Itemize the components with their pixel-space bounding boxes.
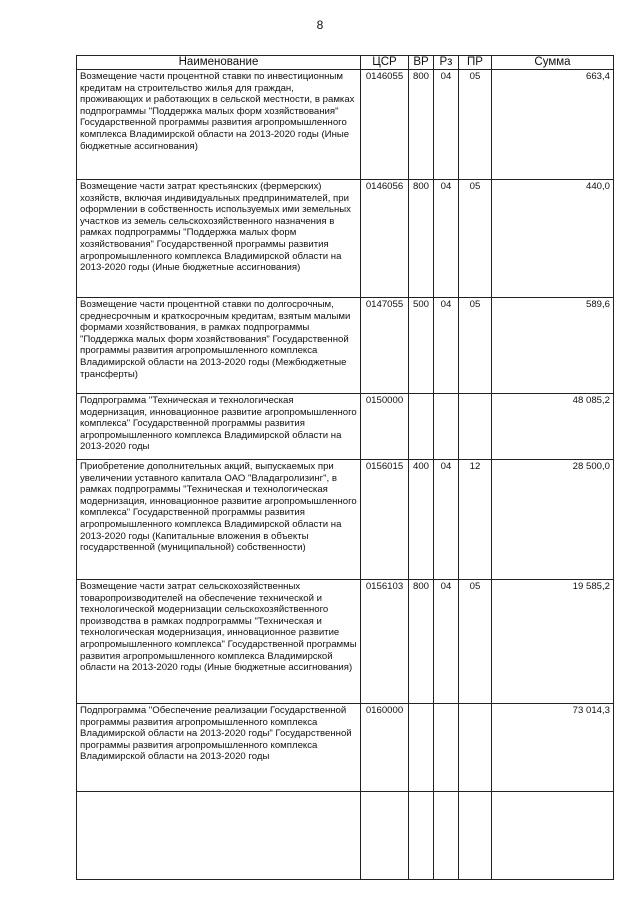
row-vr — [409, 704, 434, 792]
row-vr: 800 — [409, 70, 434, 180]
row-vr: 800 — [409, 580, 434, 704]
table-row — [77, 460, 614, 580]
row-rz — [434, 704, 459, 792]
row-sum: 589,6 — [492, 298, 614, 394]
table-header-row — [77, 56, 614, 70]
row-csr: 0146056 — [361, 180, 409, 298]
row-pr — [459, 394, 492, 460]
row-pr: 05 — [459, 298, 492, 394]
row-sum: 663,4 — [492, 70, 614, 180]
header-vr: ВР — [409, 56, 434, 70]
table-row — [77, 394, 614, 460]
row-rz: 04 — [434, 70, 459, 180]
row-name: Приобретение дополнительных акций, выпускаемых при увеличении уставного капитала ОАО "Владагролизинг", в рамках подпрограммы "Техническая и технологическая модернизация, инновационное развитие агропромышленного комплекса" Государственной программы развития агропромышленного комплекса Владимирской области на 2013-2020 годы (Капитальные вложения в объекты государственной (муниципальной) собственности) — [77, 460, 361, 580]
row-pr: 05 — [459, 580, 492, 704]
row-name: Возмещение части затрат крестьянских (фермерских) хозяйств, включая индивидуальных предпринимателей, при оформлении в собственность используемых ими земельных участков из земель сельскохозяйственного назначения в рамках подпрограммы "Поддержка малых форм хозяйствования" Государственной программы развития агропромышленного комплекса Владимирской области на 2013-2020 годы (Иные бюджетные ассигнования) — [77, 180, 361, 298]
table-row — [77, 298, 614, 394]
row-rz: 04 — [434, 460, 459, 580]
row-csr: 0160000 — [361, 704, 409, 792]
header-name: Наименование — [77, 56, 361, 70]
row-name: Возмещение части процентной ставки по инвестиционным кредитам на строительство жилья для граждан, проживающих и работающих в сельской местности, в рамках подпрограммы "Поддержка малых форм хозяйствования" Государственной программы развития агропромышленного комплекса Владимирской области на 2013-2020 годы (Иные бюджетные ассигнования) — [77, 70, 361, 180]
row-vr: 400 — [409, 460, 434, 580]
row-vr: 500 — [409, 298, 434, 394]
row-pr — [459, 704, 492, 792]
page-number: 8 — [316, 18, 324, 32]
table-row — [77, 704, 614, 792]
row-pr: 12 — [459, 460, 492, 580]
empty-cell — [434, 792, 459, 880]
row-rz — [434, 394, 459, 460]
row-name: Подпрограмма "Обеспечение реализации Государственной программы развития агропромышленного комплекса Владимирской области на 2013-2020 годы" Государственной программы развития агропромышленного комплекса Владимирской области на 2013-2020 годы — [77, 704, 361, 792]
empty-cell — [361, 792, 409, 880]
row-csr: 0146055 — [361, 70, 409, 180]
table-row — [77, 180, 614, 298]
empty-cell — [409, 792, 434, 880]
row-sum: 48 085,2 — [492, 394, 614, 460]
row-name: Подпрограмма "Техническая и технологическая модернизация, инновационное развитие агропромышленного комплекса" Государственной программы развития агропромышленного комплекса Владимирской области на 2013-2020 годы — [77, 394, 361, 460]
table-row — [77, 70, 614, 180]
row-sum: 19 585,2 — [492, 580, 614, 704]
budget-table — [76, 55, 614, 880]
row-csr: 0156103 — [361, 580, 409, 704]
empty-cell — [77, 792, 361, 880]
empty-cell — [459, 792, 492, 880]
row-sum: 28 500,0 — [492, 460, 614, 580]
row-sum: 73 014,3 — [492, 704, 614, 792]
row-name: Возмещение части процентной ставки по долгосрочным, среднесрочным и краткосрочным кредитам, взятым малыми формами хозяйствования, в рамках подпрограммы "Поддержка малых форм хозяйствования" Государственной программы развития агропромышленного комплекса Владимирской области на 2013-2020 годы (Межбюджетные трансферты) — [77, 298, 361, 394]
table-row-empty — [77, 792, 614, 880]
row-pr: 05 — [459, 70, 492, 180]
row-rz: 04 — [434, 580, 459, 704]
row-csr: 0156015 — [361, 460, 409, 580]
row-vr: 800 — [409, 180, 434, 298]
row-name: Возмещение части затрат сельскохозяйственных товаропроизводителей на обеспечение технической и технологической модернизации сельскохозяйственного производства в рамках подпрограммы "Техническая и технологическая модернизация, инновационное развитие агропромышленного комплекса" Государственной программы развития агропромышленного комплекса Владимирской области на 2013-2020 годы (Иные бюджетные ассигнования) — [77, 580, 361, 704]
empty-cell — [492, 792, 614, 880]
row-vr — [409, 394, 434, 460]
header-pr: ПР — [459, 56, 492, 70]
header-sum: Сумма — [492, 56, 614, 70]
row-sum: 440,0 — [492, 180, 614, 298]
header-csr: ЦСР — [361, 56, 409, 70]
row-pr: 05 — [459, 180, 492, 298]
row-csr: 0147055 — [361, 298, 409, 394]
row-csr: 0150000 — [361, 394, 409, 460]
row-rz: 04 — [434, 298, 459, 394]
table-row — [77, 580, 614, 704]
row-rz: 04 — [434, 180, 459, 298]
header-rz: Рз — [434, 56, 459, 70]
